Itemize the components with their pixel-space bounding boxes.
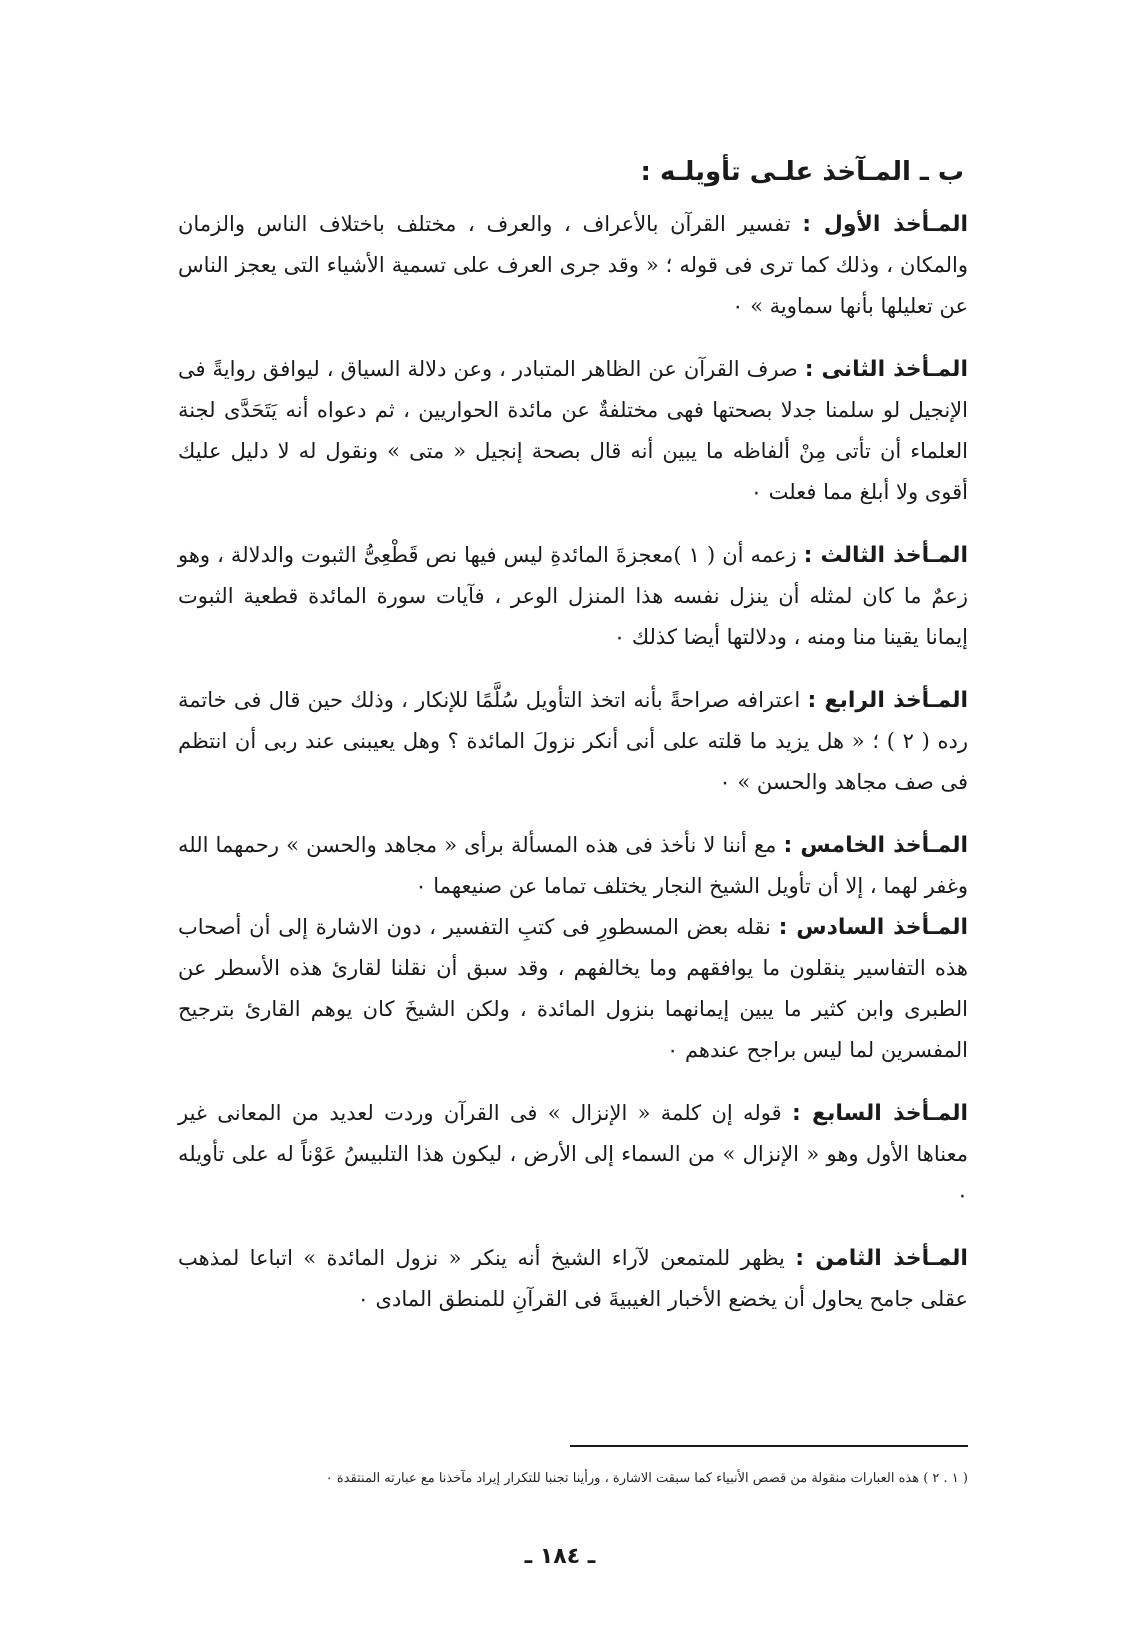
- paragraph-label: المـأخذ الثانى :: [804, 357, 968, 382]
- paragraph-label: المـأخذ السادس :: [778, 915, 968, 940]
- paragraph-text: اعترافه صراحةً بأنه اتخذ التأويل سُلَّمًا للإنكار ، وذلك حين قال فى خاتمة رده ( ٢ ) ؛ « هل يزيد ما قلته على أنى أنكر نزولَ المائدة ؟ وهل يعيبنى عند ربى أن انتظم فى صف مجاهد والحسن » ٠: [178, 688, 968, 794]
- paragraph-text: قوله إن كلمة « الإنزال » فى القرآن وردت لعديد من المعانى غير معناها الأول وهو « الإنزال » من السماء إلى الأرض ، ليكون هذا التلبيسُ عَوْناً له على تأويله ٠: [178, 1101, 968, 1207]
- paragraph: [178, 535, 968, 658]
- section-heading: ب ـ المـآخذ علـى تأويلـه :: [640, 157, 964, 187]
- page-body: [178, 150, 968, 1342]
- paragraph-text: نقله بعض المسطورِ فى كتبِ التفسير ، دون الاشارة إلى أن أصحاب هذه التفاسير ينقلون ما يوافقهم وما يخالفهم ، وقد سبق أن نقلنا لقارئ هذه الأسطر عن الطبرى وابن كثير ما يبين إيمانهما بنزول المائدة ، ولكن الشيخَ كان يوهم القارئ بترجيح المفسرين لما ليس براجح عندهم ٠: [178, 915, 968, 1062]
- paragraph-list: [178, 204, 968, 1320]
- page-number: ـ ١٨٤ ـ: [524, 1544, 596, 1569]
- paragraph-label: المـأخذ الثامن :: [795, 1246, 968, 1271]
- paragraph: [178, 680, 968, 803]
- paragraph-text: صرف القرآن عن الظاهر المتبادر ، وعن دلالة السياق ، ليوافق روايةً فى الإنجيل لو سلمنا جدلا بصحتها فهى مختلفةٌ عن مائدة الحواريين ، ثم دعواه أنه يَتَحَدَّى لجنة العلماء أن تأتى مِنْ ألفاظه ما يبين أنه قال بصحة إنجيل « متى » ونقول له لا دليل عليك أقوى ولا أبلغ مما فعلت ٠: [178, 357, 968, 504]
- paragraph-label: المـأخذ الأول :: [802, 212, 968, 237]
- paragraph-text: تفسير القرآن بالأعراف ، والعرف ، مختلف باختلاف الناس والزمان والمكان ، وذلك كما ترى فى قوله ؛ « وقد جرى العرف على تسمية الأشياء التى يعجز الناس عن تعليلها بأنها سماوية » ٠: [178, 212, 968, 318]
- paragraph: [178, 349, 968, 513]
- paragraph: [178, 1238, 968, 1320]
- paragraph-text: زعمه أن ( ١ )معجزةَ المائدةِ ليس فيها نص قَطْعِىُّ الثبوت والدلالة ، وهو زعمٌ ما كان لمثله أن ينزل نفسه هذا المنزل الوعر ، فآيات سورة المائدة قطعية الثبوت إيمانا يقينا منا ومنه ، ودلالتها أيضا كذلك ٠: [178, 543, 968, 649]
- paragraph-label: المـأخذ السابع :: [791, 1101, 968, 1126]
- paragraph-text: مع أننا لا نأخذ فى هذه المسألة برأى « مجاهد والحسن » رحمهما الله وغفر لهما ، إلا أن تأويل الشيخ النجار يختلف تماما عن صنيعهما ٠: [178, 833, 968, 898]
- paragraph-label: المـأخذ الثالث :: [803, 543, 968, 568]
- paragraph-text: يظهر للمتمعن لآراء الشيخ أنه ينكر « نزول المائدة » اتباعا لمذهب عقلى جامح يحاول أن يخضع الأخبار الغيبيةَ فى القرآنِ للمنطق المادى ٠: [178, 1246, 968, 1311]
- paragraph-label: المـأخذ الخامس :: [783, 833, 968, 858]
- paragraph: [178, 825, 968, 907]
- footnote: ( ١ . ٢ ) هذه العبارات منقولة من قصص الأنبياء كما سبقت الاشارة ، ورأينا تجنبا للتكرار إيراد مآخذنا مع عبارته المنتقدة ٠: [325, 1471, 968, 1486]
- footnote-rule: [570, 1445, 968, 1447]
- paragraph: [178, 204, 968, 327]
- paragraph: [178, 907, 968, 1071]
- paragraph-label: المـأخذ الرابع :: [807, 688, 969, 713]
- paragraph: [178, 1093, 968, 1216]
